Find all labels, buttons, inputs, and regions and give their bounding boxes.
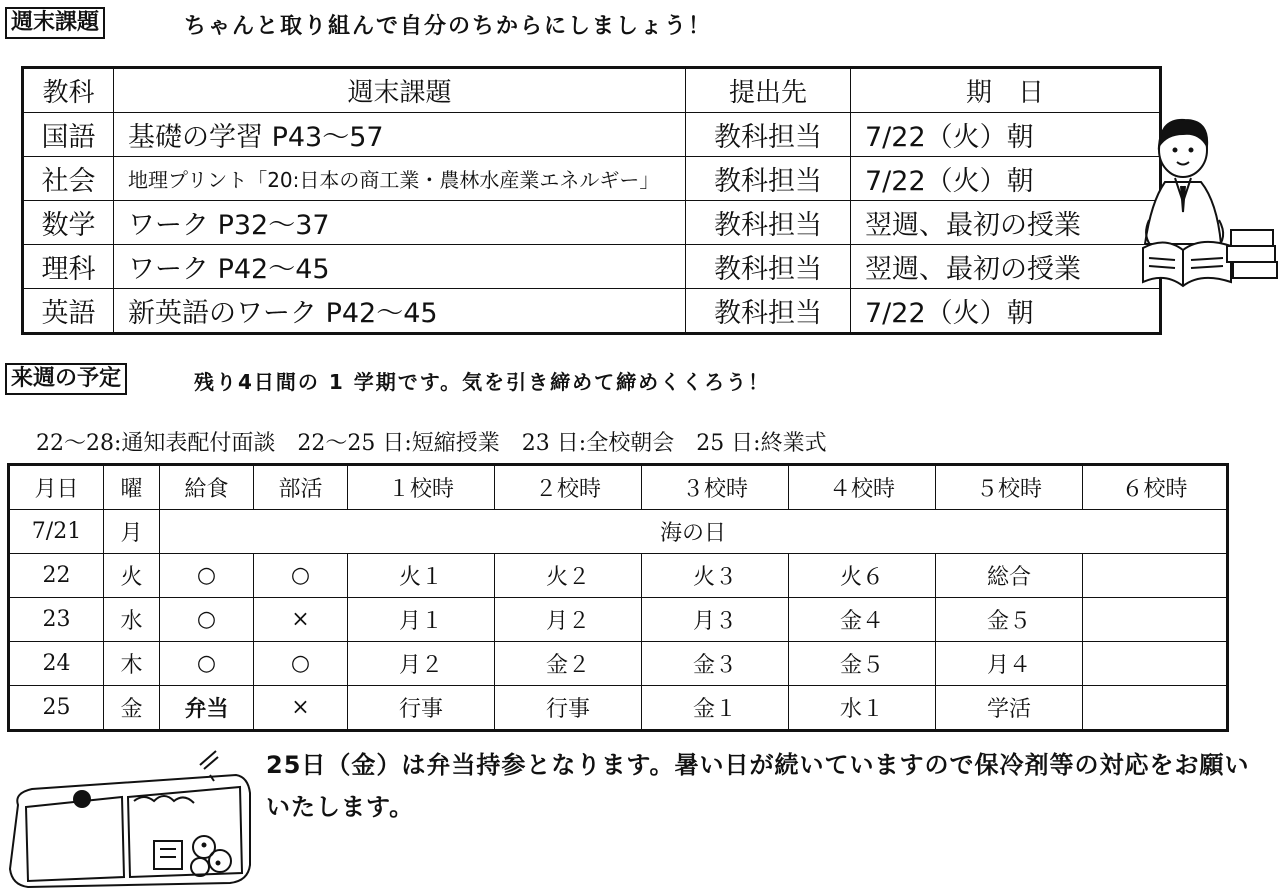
submit-to-cell: 教科担当 — [686, 289, 851, 334]
period-cell: 行事 — [495, 686, 642, 731]
period-cell: 火１ — [348, 554, 495, 598]
header-cell: 給食 — [160, 465, 254, 510]
weekend-tagline: ちゃんと取り組んで自分のちからにしましょう！ — [184, 14, 713, 39]
lunch-note: 25日（金）は弁当持参となります。暑い日が続いていますので保冷剤等の対応をお願いいたします。 — [266, 751, 1250, 821]
period-cell: 金５ — [936, 598, 1083, 642]
due-cell: 7/22（火）朝 — [851, 157, 1161, 201]
header-cell: 提出先 — [686, 68, 851, 113]
header-cell: 部活 — [254, 465, 348, 510]
header-cell: ５校時 — [936, 465, 1083, 510]
period-cell — [1083, 686, 1228, 731]
period-cell: 金５ — [789, 642, 936, 686]
submit-to-cell: 教科担当 — [686, 245, 851, 289]
table-row — [9, 642, 1228, 686]
schedule-info-line: 22～28:通知表配付面談 22～25 日:短縮授業 23 日:全校朝会 25 日:終業式 — [36, 431, 827, 456]
date-cell: 7/21 — [9, 510, 104, 554]
subject-cell: 数学 — [23, 201, 114, 245]
header-cell: ３校時 — [642, 465, 789, 510]
table-row — [23, 245, 1161, 289]
table-row — [9, 554, 1228, 598]
weekday-cell: 金 — [104, 686, 160, 731]
header-cell: １校時 — [348, 465, 495, 510]
header-cell: 期 日 — [851, 68, 1161, 113]
period-cell: 学活 — [936, 686, 1083, 731]
holiday-row — [9, 510, 1228, 554]
header-cell: 月日 — [9, 465, 104, 510]
period-cell: 火３ — [642, 554, 789, 598]
period-cell: 金２ — [495, 642, 642, 686]
weekday-cell: 木 — [104, 642, 160, 686]
table-header-row — [23, 68, 1161, 113]
date-cell: 24 — [9, 642, 104, 686]
weekday-cell: 月 — [104, 510, 160, 554]
header-cell: 教科 — [23, 68, 114, 113]
subject-cell: 理科 — [23, 245, 114, 289]
next-week-tagline: 残り4日間の 1 学期です。気を引き締めて締めくくろう！ — [194, 370, 771, 394]
period-cell: 火２ — [495, 554, 642, 598]
period-cell: 月１ — [348, 598, 495, 642]
table-row — [23, 113, 1161, 157]
period-cell — [1083, 642, 1228, 686]
date-cell: 25 — [9, 686, 104, 731]
submit-to-cell: 教科担当 — [686, 201, 851, 245]
assignment-cell: 新英語のワーク P42～45 — [114, 289, 686, 334]
date-cell: 22 — [9, 554, 104, 598]
next-week-schedule-table — [7, 463, 1229, 732]
assignment-cell: ワーク P42～45 — [114, 245, 686, 289]
lunch-cell: 弁当 — [160, 686, 254, 731]
period-cell: 金４ — [789, 598, 936, 642]
table-row — [9, 598, 1228, 642]
table-row — [23, 289, 1161, 334]
club-cell: ○ — [254, 642, 348, 686]
weekend-assignments-table — [21, 66, 1162, 335]
assignment-cell: 地理プリント「20:日本の商工業・農林水産業エネルギー」 — [114, 157, 686, 201]
period-cell: 火６ — [789, 554, 936, 598]
club-cell: × — [254, 686, 348, 731]
table-header-row — [9, 465, 1228, 510]
table-row — [23, 201, 1161, 245]
lunch-cell: ○ — [160, 598, 254, 642]
lunch-cell: ○ — [160, 554, 254, 598]
period-cell — [1083, 598, 1228, 642]
lunch-cell: ○ — [160, 642, 254, 686]
period-cell: 月２ — [495, 598, 642, 642]
date-cell: 23 — [9, 598, 104, 642]
period-cell: 月４ — [936, 642, 1083, 686]
next-week-section-label: 来週の予定 — [5, 363, 127, 395]
weekday-cell: 火 — [104, 554, 160, 598]
assignment-cell: ワーク P32～37 — [114, 201, 686, 245]
due-cell: 翌週、最初の授業 — [851, 245, 1161, 289]
period-cell: 水１ — [789, 686, 936, 731]
period-cell: 金１ — [642, 686, 789, 731]
submit-to-cell: 教科担当 — [686, 113, 851, 157]
weekend-section-label: 週末課題 — [5, 7, 105, 39]
weekday-cell: 水 — [104, 598, 160, 642]
bento-box-illustration — [4, 745, 254, 890]
period-cell: 月３ — [642, 598, 789, 642]
holiday-cell: 海の日 — [160, 510, 1228, 554]
subject-cell: 英語 — [23, 289, 114, 334]
due-cell: 翌週、最初の授業 — [851, 201, 1161, 245]
period-cell — [1083, 554, 1228, 598]
club-cell: × — [254, 598, 348, 642]
header-cell: ２校時 — [495, 465, 642, 510]
due-cell: 7/22（火）朝 — [851, 113, 1161, 157]
header-cell: 週末課題 — [114, 68, 686, 113]
subject-cell: 社会 — [23, 157, 114, 201]
period-cell: 金３ — [642, 642, 789, 686]
period-cell: 月２ — [348, 642, 495, 686]
assignment-cell: 基礎の学習 P43～57 — [114, 113, 686, 157]
period-cell: 総合 — [936, 554, 1083, 598]
club-cell: ○ — [254, 554, 348, 598]
table-row — [23, 157, 1161, 201]
student-reading-illustration — [1135, 112, 1280, 294]
header-cell: ４校時 — [789, 465, 936, 510]
header-cell: 曜 — [104, 465, 160, 510]
header-cell: ６校時 — [1083, 465, 1228, 510]
submit-to-cell: 教科担当 — [686, 157, 851, 201]
period-cell: 行事 — [348, 686, 495, 731]
table-row — [9, 686, 1228, 731]
due-cell: 7/22（火）朝 — [851, 289, 1161, 334]
subject-cell: 国語 — [23, 113, 114, 157]
